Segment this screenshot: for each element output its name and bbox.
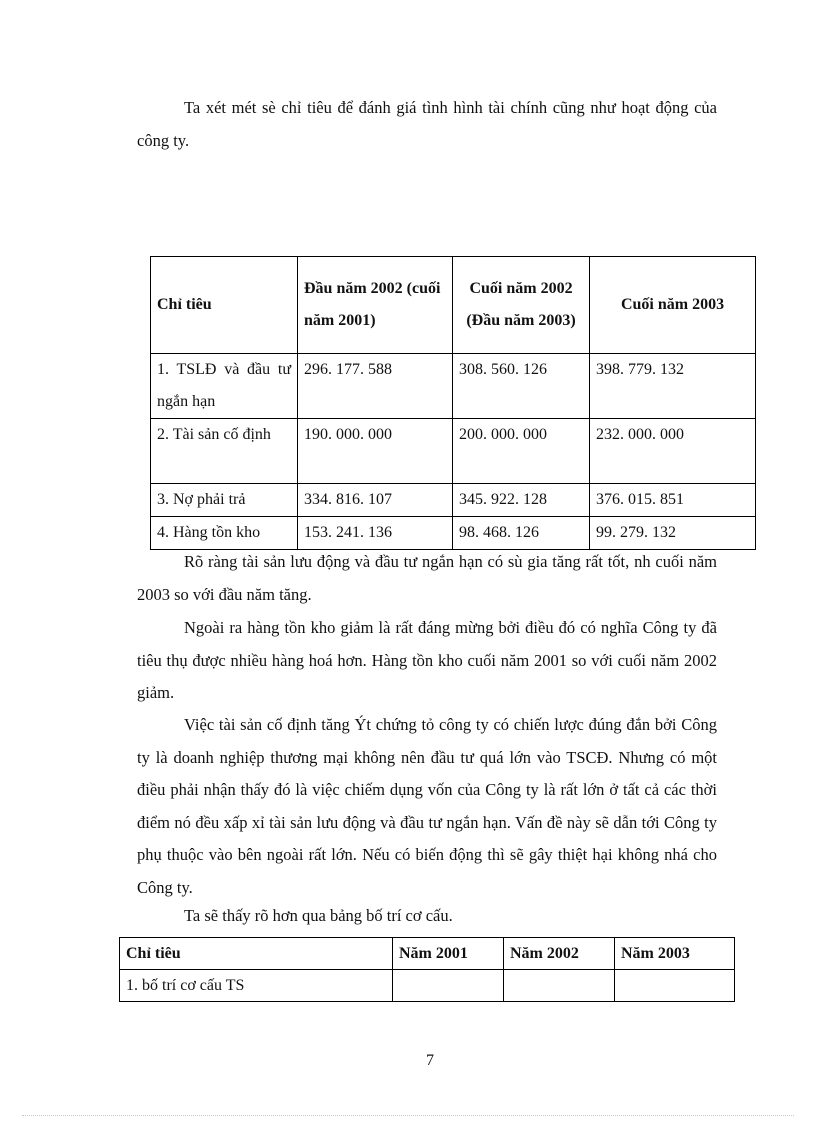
table-cell: 1. bố trí cơ cấu TS [120, 970, 393, 1002]
table-cell: 153. 241. 136 [298, 517, 453, 550]
table-cell: 190. 000. 000 [298, 419, 453, 484]
table-row [151, 354, 756, 419]
table-cell: 4. Hàng tồn kho [151, 517, 298, 550]
table-cell: 345. 922. 128 [453, 484, 590, 517]
page-number: 7 [426, 1052, 434, 1069]
financial-indicators-table [150, 256, 756, 550]
table-cell: 2. Tài sản cố định [151, 419, 298, 484]
header-cell: Chỉ tiêu [151, 257, 298, 354]
header-cell: Chỉ tiêu [120, 938, 393, 970]
table-cell [393, 970, 504, 1002]
table-cell: 98. 468. 126 [453, 517, 590, 550]
table-header-row [120, 938, 735, 970]
header-cell: Cuối năm 2003 [590, 257, 756, 354]
header-cell: Năm 2002 [504, 938, 615, 970]
paragraph-inventory: Ngoài ra hàng tồn kho giảm là rất đáng mừng bởi điều đó có nghĩa Công ty đã tiêu thụ được nhiều hàng hoá hơn. Hàng tồn kho cuối năm 2001 so với cuối năm 2002 giảm. [137, 618, 717, 703]
intro-paragraph: Ta xét mét sè chỉ tiêu để đánh giá tình hình tài chính cũng như hoạt động của công ty. [137, 98, 717, 150]
header-cell: Đầu năm 2002 (cuối năm 2001) [298, 257, 453, 354]
table-header-row [151, 257, 756, 354]
header-cell: Năm 2001 [393, 938, 504, 970]
paragraph-current-assets: Rõ ràng tài sản lưu động và đầu tư ngắn hạn có sù gia tăng rất tốt, nh cuối năm 2003 so với đầu năm tăng. [137, 552, 717, 604]
table-cell: 334. 816. 107 [298, 484, 453, 517]
table-cell: 398. 779. 132 [590, 354, 756, 419]
header-cell: Cuối năm 2002 (Đầu năm 2003) [453, 257, 590, 354]
table-cell: 99. 279. 132 [590, 517, 756, 550]
asset-structure-table [119, 937, 735, 1002]
table-cell: 200. 000. 000 [453, 419, 590, 484]
table-cell: 296. 177. 588 [298, 354, 453, 419]
table-cell: 308. 560. 126 [453, 354, 590, 419]
table-cell: 232. 000. 000 [590, 419, 756, 484]
table-cell: 376. 015. 851 [590, 484, 756, 517]
header-cell: Năm 2003 [615, 938, 735, 970]
table-row [120, 970, 735, 1002]
table-row [151, 484, 756, 517]
paragraph-fixed-assets: Việc tài sản cố định tăng Ýt chứng tỏ công ty có chiến lược đúng đắn bởi Công ty là doanh nghiệp thương mại không nên đầu tư quá lớn vào TSCĐ. Nhưng có một điều phải nhận thấy đó là việc chiếm dụng vốn của Công ty là rất lớn ở tất cả các thời điểm nó đều xấp xỉ tài sản lưu động và đầu tư ngắn hạn. Vấn đề này sẽ dẫn tới Công ty phụ thuộc vào bên ngoài rất lớn. Nếu có biến động thì sẽ gây thiệt hại không nhá cho Công ty. [137, 715, 717, 897]
page-bottom-divider [22, 1115, 794, 1116]
table-cell [615, 970, 735, 1002]
table-cell [504, 970, 615, 1002]
paragraph-structure-intro: Ta sẽ thấy rõ hơn qua bảng bố trí cơ cấu. [184, 906, 453, 925]
table-row [151, 517, 756, 550]
table-cell: 1. TSLĐ và đầu tư ngắn hạn [151, 354, 298, 419]
table-row [151, 419, 756, 484]
table-cell: 3. Nợ phải trả [151, 484, 298, 517]
